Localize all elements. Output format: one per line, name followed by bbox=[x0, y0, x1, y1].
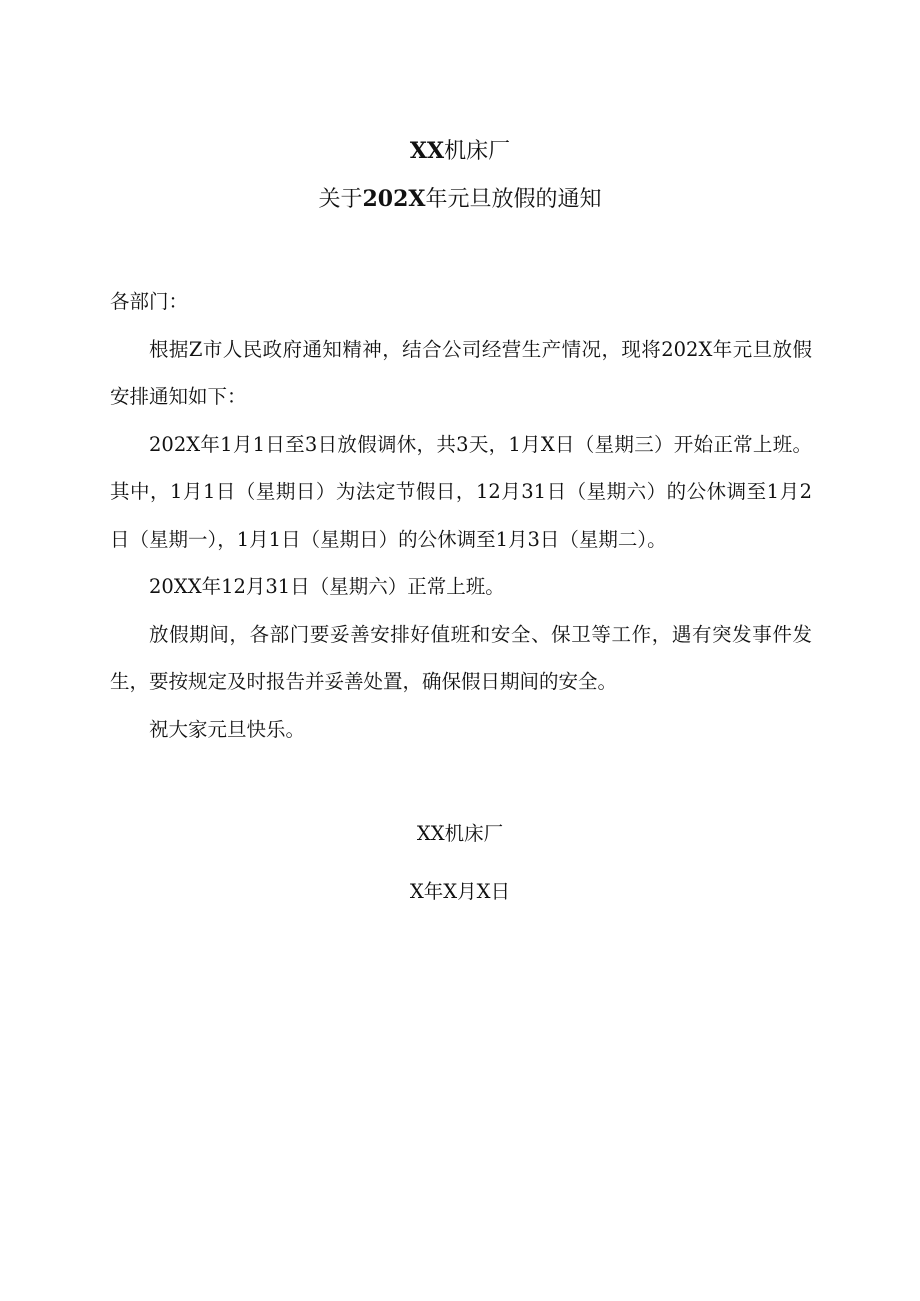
paragraph-intro: 根据Z市人民政府通知精神，结合公司经营生产情况，现将202X年元旦放假安排通知如下： bbox=[110, 337, 812, 408]
signature-date: X年X月X日 bbox=[409, 880, 511, 903]
document-title-org bbox=[0, 134, 920, 169]
salutation: 各部门： bbox=[110, 290, 189, 313]
title-year: 202X bbox=[362, 186, 426, 212]
signature-org: XX机床厂 bbox=[416, 822, 504, 845]
title-prefix: 关于 bbox=[318, 187, 363, 212]
title-org-code: XX bbox=[409, 138, 445, 164]
title-org-name: 机床厂 bbox=[444, 139, 511, 164]
title-suffix: 年元旦放假的通知 bbox=[425, 187, 602, 212]
document-title-subject bbox=[0, 182, 920, 217]
paragraph-greeting: 祝大家元旦快乐。 bbox=[149, 717, 306, 741]
paragraph-workday: 20XX年12月31日（星期六）正常上班。 bbox=[149, 575, 505, 598]
paragraph-schedule: 202X年1月1日至3日放假调休，共3天，1月X日（星期三）开始正常上班。其中，1月1日（星期日）为法定节假日，12月31日（星期六）的公休调至1月2日（星期一），1月1日（星期日）的公休调至1月3日（星期二）。 bbox=[110, 432, 812, 551]
paragraph-duty: 放假期间，各部门要妥善安排好值班和安全、保卫等工作，遇有突发事件发生，要按规定及时报告并妥善处置，确保假日期间的安全。 bbox=[110, 622, 812, 693]
document-body bbox=[110, 278, 812, 753]
